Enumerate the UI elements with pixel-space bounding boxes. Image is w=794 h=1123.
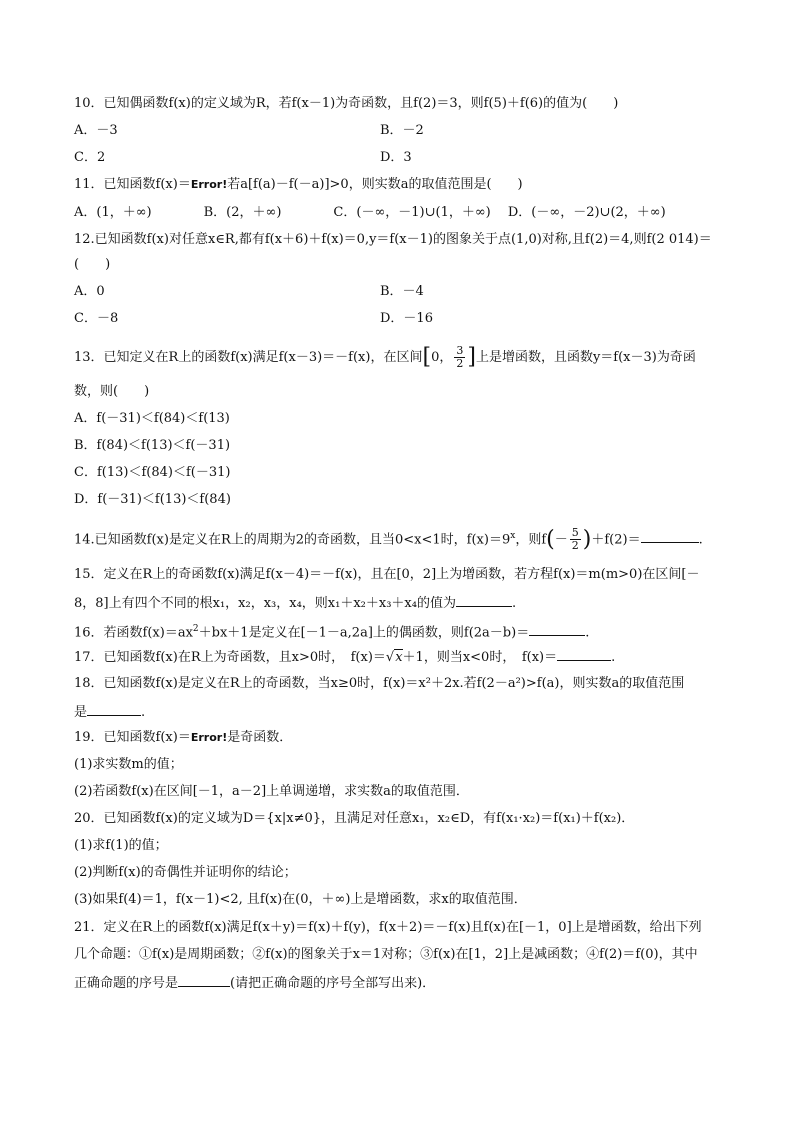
q19-part2: (2)若函数f(x)在区间[－1，a－2]上单调递增，求实数a的取值范围． xyxy=(74,784,469,799)
q21-line3-post: (请把正确命题的序号全部写出来)． xyxy=(230,976,436,991)
q16-stem-pre: 16．若函数f(x)＝ax xyxy=(74,625,193,641)
q10-stem: 10．已知偶函数f(x)的定义域为R，若f(x－1)为奇函数，且f(2)＝3，则f(5)＋f(6)的值为( ) xyxy=(74,96,619,111)
q19-part1: (1)求实数m的值； xyxy=(74,757,183,772)
left-bracket: [ xyxy=(422,344,432,370)
q12-option-d: D．－16 xyxy=(380,311,433,326)
q14-stem: 14.已知函数f(x)是定义在R上的周期为2的奇函数，且当0<x<1时，$f(x)=9^x$，则f(－ $\frac{5}{2}$ )＋f(2)＝ . xyxy=(74,526,703,553)
q16-answer-blank xyxy=(529,622,585,636)
q21-line2: 几个命题：①f(x)是周期函数；②f(x)的图象关于x＝1对称；③f(x)在[1，2]上是减函数；④f(2)＝f(0)，其中 xyxy=(74,947,698,962)
q21-line1: 21．定义在R上的函数f(x)满足f(x＋y)＝f(x)＋f(y)，f(x＋2)＝－f(x)且f(x)在[－1，0]上是增函数，给出下列 xyxy=(74,920,702,935)
right-bracket: ] xyxy=(467,344,476,370)
q20-stem: 20．已知函数f(x)的定义域为D＝{x|x≠0}，且满足对任意x₁，x₂∈D，有f(x₁·x₂)＝f(x₁)＋f(x₂)． xyxy=(74,811,635,826)
q10-option-a: A．－3 xyxy=(74,123,118,138)
q14-stem-mid: ，则f xyxy=(515,532,547,548)
right-paren: ) xyxy=(582,526,592,552)
q10-option-d: D．3 xyxy=(380,150,412,165)
q18-line2-text: 是 xyxy=(74,705,88,720)
q15-end: . xyxy=(511,596,517,611)
q11-error-marker: Error! xyxy=(190,178,228,191)
q13-option-c: C．f(13)＜f(84)＜f(－31) xyxy=(74,465,231,480)
q11-options: A．(1，＋∞) B．(2，＋∞) C．(－∞，－1)∪(1，＋∞) D．(－∞，－2)∪(2，＋∞) xyxy=(74,205,666,220)
q13-interval-left: 0， xyxy=(431,350,453,365)
q14-stem-post: ＋f(2)＝ xyxy=(591,532,641,548)
q21-line3-pre: 正确命题的序号是 xyxy=(74,976,179,991)
q21-line3 xyxy=(74,973,435,993)
q15-line2-text: 8，8]上有四个不同的根x₁，x₂，x₃，x₄，则x₁＋x₂＋x₃＋x₄的值为 xyxy=(74,596,456,611)
q19-stem xyxy=(74,729,292,747)
q17-stem-pre: 17．已知函数f(x)在R上为奇函数，且x>0时， f(x)＝ xyxy=(74,650,386,665)
q12-stem: 12.已知函数f(x)对任意x∈R,都有f(x＋6)＋f(x)＝0,y＝f(x－1)的图象关于点(1,0)对称,且f(2)＝4,则f(2 014)＝ xyxy=(74,232,712,247)
q14-stem-pre: 14.已知函数f(x)是定义在R上的周期为2的奇函数，且当0<x<1时，f(x)＝9 xyxy=(74,532,511,548)
q12-option-a: A．0 xyxy=(74,284,105,299)
q13-stem-post: 上是增函数，且函数y＝f(x－3)为奇函 xyxy=(475,350,696,365)
q14-frac-den: 2 xyxy=(571,539,579,553)
q13-option-b: B．f(84)＜f(13)＜f(－31) xyxy=(74,438,231,453)
q17-stem: 17．已知函数f(x)在R上为奇函数，且x>0时， f(x)＝√x＋1，则当x<0时， f(x)＝ . xyxy=(74,647,615,667)
q17-answer-blank xyxy=(557,647,611,661)
q18-line1: 18．已知函数f(x)是定义在R上的奇函数，当x≥0时，f(x)＝x²＋2x.若f(2－a²)>f(a)，则实数a的取值范围 xyxy=(74,676,685,691)
q11-stem xyxy=(74,176,523,194)
q16-stem xyxy=(74,620,589,642)
q13-stem-pre: 13．已知定义在R上的函数f(x)满足f(x－3)＝－f(x)，在区间 xyxy=(74,350,423,365)
q13-option-a: A．f(－31)＜f(84)＜f(13) xyxy=(74,411,230,426)
q17-sqrt-arg: x xyxy=(395,650,403,665)
q13-frac-den: 2 xyxy=(456,357,464,370)
q20-part1: (1)求f(1)的值； xyxy=(74,838,168,853)
left-paren: ( xyxy=(546,526,555,552)
q13-option-d: D．f(－31)＜f(13)＜f(84) xyxy=(74,492,231,507)
q14-exponent: x xyxy=(510,531,516,541)
q17-end: . xyxy=(611,650,616,665)
q10-option-c: C．2 xyxy=(74,150,106,165)
q10-option-b: B．－2 xyxy=(380,123,424,138)
q13-stem xyxy=(74,345,696,370)
q18-end: . xyxy=(141,705,146,720)
q13-stem-cont: 数，则( ) xyxy=(74,384,150,399)
q18-answer-blank xyxy=(87,702,141,716)
q14-frac-num: 5 xyxy=(571,526,579,540)
q14-fraction xyxy=(570,527,581,552)
q11-stem-pre: 11．已知函数f(x)＝ xyxy=(74,177,191,192)
q15-answer-blank xyxy=(456,593,512,607)
q17-stem-mid: ＋1，则当x<0时， f(x)＝ xyxy=(402,650,558,665)
q12-stem-cont: ( ) xyxy=(74,257,111,272)
q11-stem-post: 若a[f(a)－f(－a)]>0，则实数a的取值范围是( ) xyxy=(227,177,523,192)
q16-stem-post: ＋bx＋1是定义在[－1－a,2a]上的偶函数，则f(2a－b)＝ xyxy=(198,625,530,641)
q19-stem-pre: 19．已知函数f(x)＝ xyxy=(74,730,191,745)
q16-end: . xyxy=(585,625,590,641)
q19-error-marker: Error! xyxy=(190,731,228,744)
q15-line1: 15．定义在R上的奇函数f(x)满足f(x－4)＝－f(x)，且在[0，2]上为增函数，若方程f(x)＝m(m>0)在区间[－ xyxy=(74,567,700,582)
q13-frac-num: 3 xyxy=(456,344,464,357)
q14-end: . xyxy=(698,532,703,548)
q15-line2 xyxy=(74,593,516,613)
q14-answer-blank xyxy=(641,529,699,543)
q13-fraction xyxy=(454,345,465,370)
q16-exponent: 2 xyxy=(192,624,199,634)
q18-line2 xyxy=(74,702,145,722)
q20-part2: (2)判断f(x)的奇偶性并证明你的结论； xyxy=(74,865,297,880)
q21-answer-blank xyxy=(178,973,230,987)
q12-option-c: C．－8 xyxy=(74,311,119,326)
q19-stem-post: 是奇函数． xyxy=(227,730,293,745)
q12-option-b: B．－4 xyxy=(380,284,424,299)
q20-part3: (3)如果f(4)＝1，f(x－1)<2, 且f(x)在(0，＋∞)上是增函数，求x的取值范围． xyxy=(74,892,527,907)
